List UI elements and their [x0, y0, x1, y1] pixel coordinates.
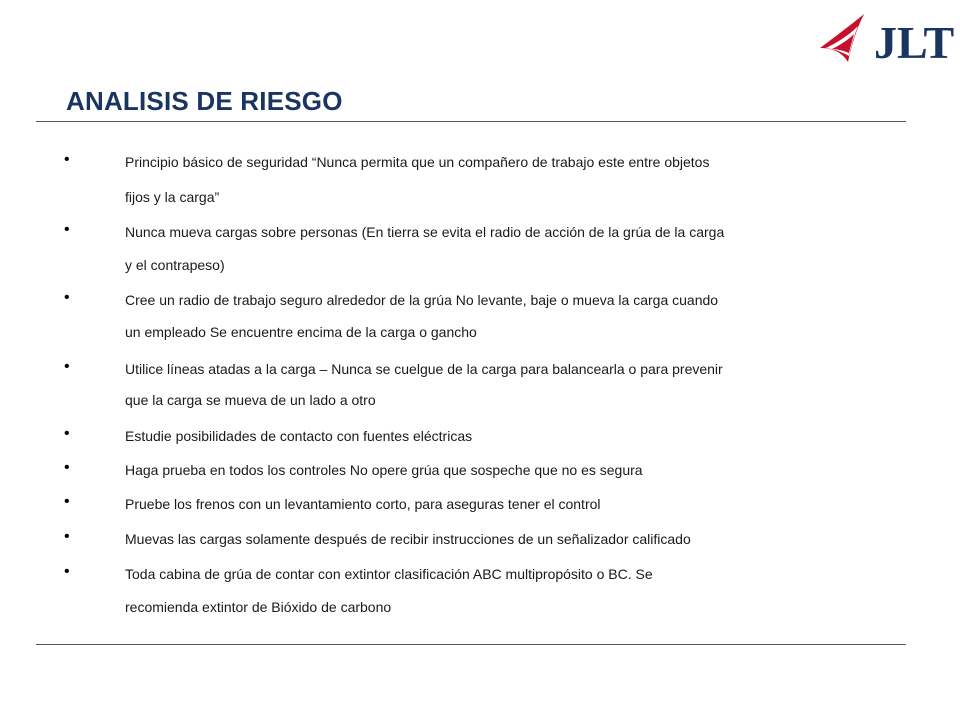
- bullet-dot: •: [64, 528, 70, 545]
- bullet-text: Toda cabina de grúa de contar con extintor clasificación ABC multipropósito o BC. Se: [125, 566, 653, 582]
- bullet-text: recomienda extintor de Bióxido de carbono: [125, 599, 392, 615]
- bullet-dot: •: [64, 221, 70, 238]
- bullet-text: Muevas las cargas solamente después de recibir instrucciones de un señalizador calificado: [125, 531, 691, 547]
- bullet-dot: •: [64, 459, 70, 476]
- bullet-dot: •: [64, 358, 70, 375]
- bullet-text: un empleado Se encuentre encima de la carga o gancho: [125, 324, 477, 340]
- bullet-text: Cree un radio de trabajo seguro alrededor de la grúa No levante, baje o mueva la carga cuando: [125, 292, 719, 308]
- bullet-dot: •: [64, 493, 70, 510]
- bullet-text: que la carga se mueva de un lado a otro: [125, 392, 376, 408]
- bullet-text: Principio básico de seguridad “Nunca permita que un compañero de trabajo este entre objetos: [125, 154, 710, 170]
- bullet-text: Utilice líneas atadas a la carga – Nunca se cuelgue de la carga para balancearla o para prevenir: [125, 361, 723, 377]
- bullet-text: fijos y la carga”: [125, 189, 220, 205]
- bullet-dot: •: [64, 425, 70, 442]
- jlt-logo-text: JLT: [874, 17, 955, 64]
- bullet-text: y el contrapeso): [125, 257, 225, 273]
- bullet-dot: •: [64, 563, 70, 580]
- bullet-text: Nunca mueva cargas sobre personas (En tierra se evita el radio de acción de la grúa de la carga: [125, 224, 725, 240]
- bullet-dot: •: [64, 151, 70, 168]
- bullet-text: Haga prueba en todos los controles No opere grúa que sospeche que no es segura: [125, 462, 643, 478]
- bullet-text: Estudie posibilidades de contacto con fuentes eléctricas: [125, 428, 473, 444]
- bullet-dot: •: [64, 289, 70, 306]
- bullet-text: Pruebe los frenos con un levantamiento corto, para aseguras tener el control: [125, 496, 601, 512]
- footer-divider: [36, 644, 906, 645]
- slide-title: ANALISIS DE RIESGO: [66, 86, 343, 116]
